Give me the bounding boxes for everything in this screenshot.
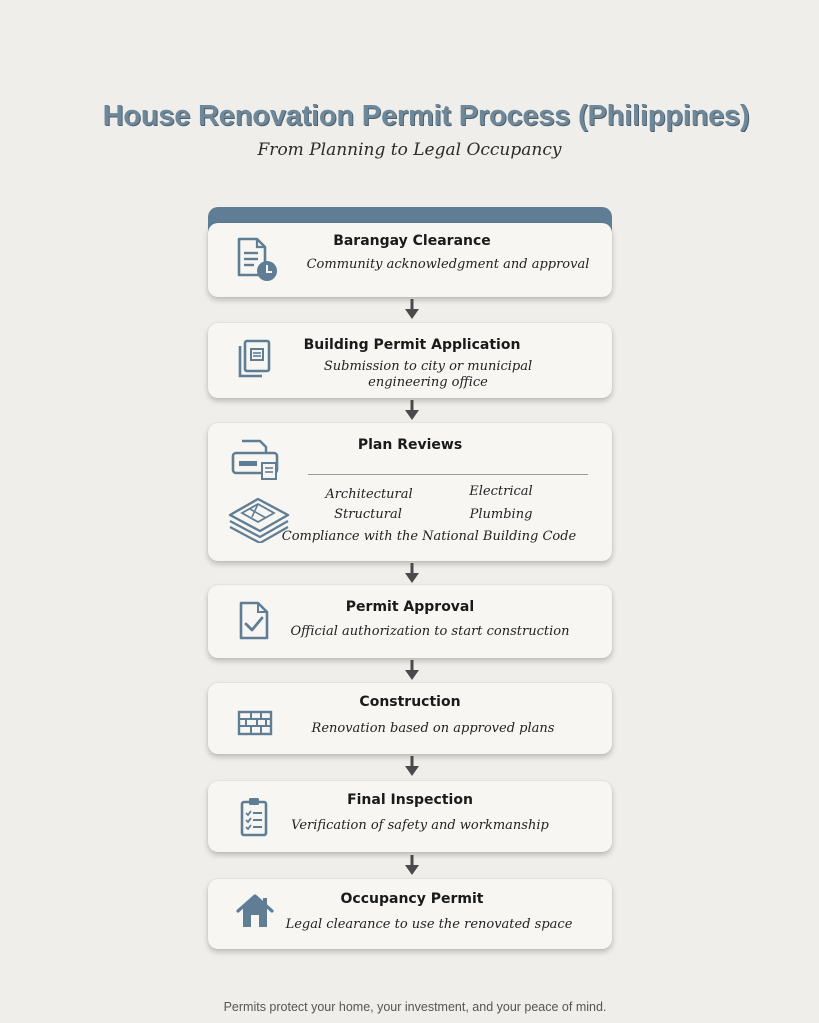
step-card-construction: [208, 683, 612, 754]
divider: [308, 474, 588, 475]
step-title: Construction: [359, 694, 461, 710]
review-plumbing: Plumbing: [469, 507, 533, 522]
step-card-permit-approval: [208, 585, 612, 658]
step-description-line-2: engineering office: [368, 375, 488, 390]
step-description: Compliance with the National Building Code: [281, 529, 577, 544]
arrow-down-icon: [404, 660, 420, 682]
arrow-down-icon: [404, 756, 420, 778]
review-structural: Structural: [334, 507, 402, 522]
review-architectural: Architectural: [325, 487, 413, 502]
step-card-final-inspection: [208, 781, 612, 852]
brick-wall-icon: [237, 710, 273, 736]
arrow-down-icon: [404, 855, 420, 877]
step-description: Community acknowledgment and approval: [306, 257, 590, 272]
step-description: Official authorization to start construction: [290, 624, 570, 639]
page-title: House Renovation Permit Process (Philippines): [102, 100, 750, 132]
review-electrical: Electrical: [469, 484, 533, 499]
step-card-building-permit-application: [208, 323, 612, 398]
page-subtitle: From Planning to Legal Occupancy: [257, 140, 562, 160]
step-description: Legal clearance to use the renovated space: [285, 917, 573, 932]
arrow-down-icon: [404, 299, 420, 321]
step-description-line-1: Submission to city or municipal: [323, 359, 533, 374]
step-title: Final Inspection: [347, 792, 473, 808]
step-title: Plan Reviews: [357, 437, 463, 453]
arrow-down-icon: [404, 563, 420, 585]
arrow-down-icon: [404, 400, 420, 422]
step-title: Building Permit Application: [303, 337, 521, 353]
step-title: Occupancy Permit: [340, 891, 484, 907]
step-card-plan-reviews: [208, 423, 612, 561]
step-title: Barangay Clearance: [333, 233, 491, 249]
step-title: Permit Approval: [345, 599, 475, 615]
footer-note: Permits protect your home, your investment, and your peace of mind.: [223, 1000, 607, 1014]
step-card-barangay-clearance: [208, 223, 612, 297]
step-card-occupancy-permit: [208, 879, 612, 949]
step-description: Verification of safety and workmanship: [291, 818, 549, 833]
step-description: Renovation based on approved plans: [311, 721, 555, 736]
